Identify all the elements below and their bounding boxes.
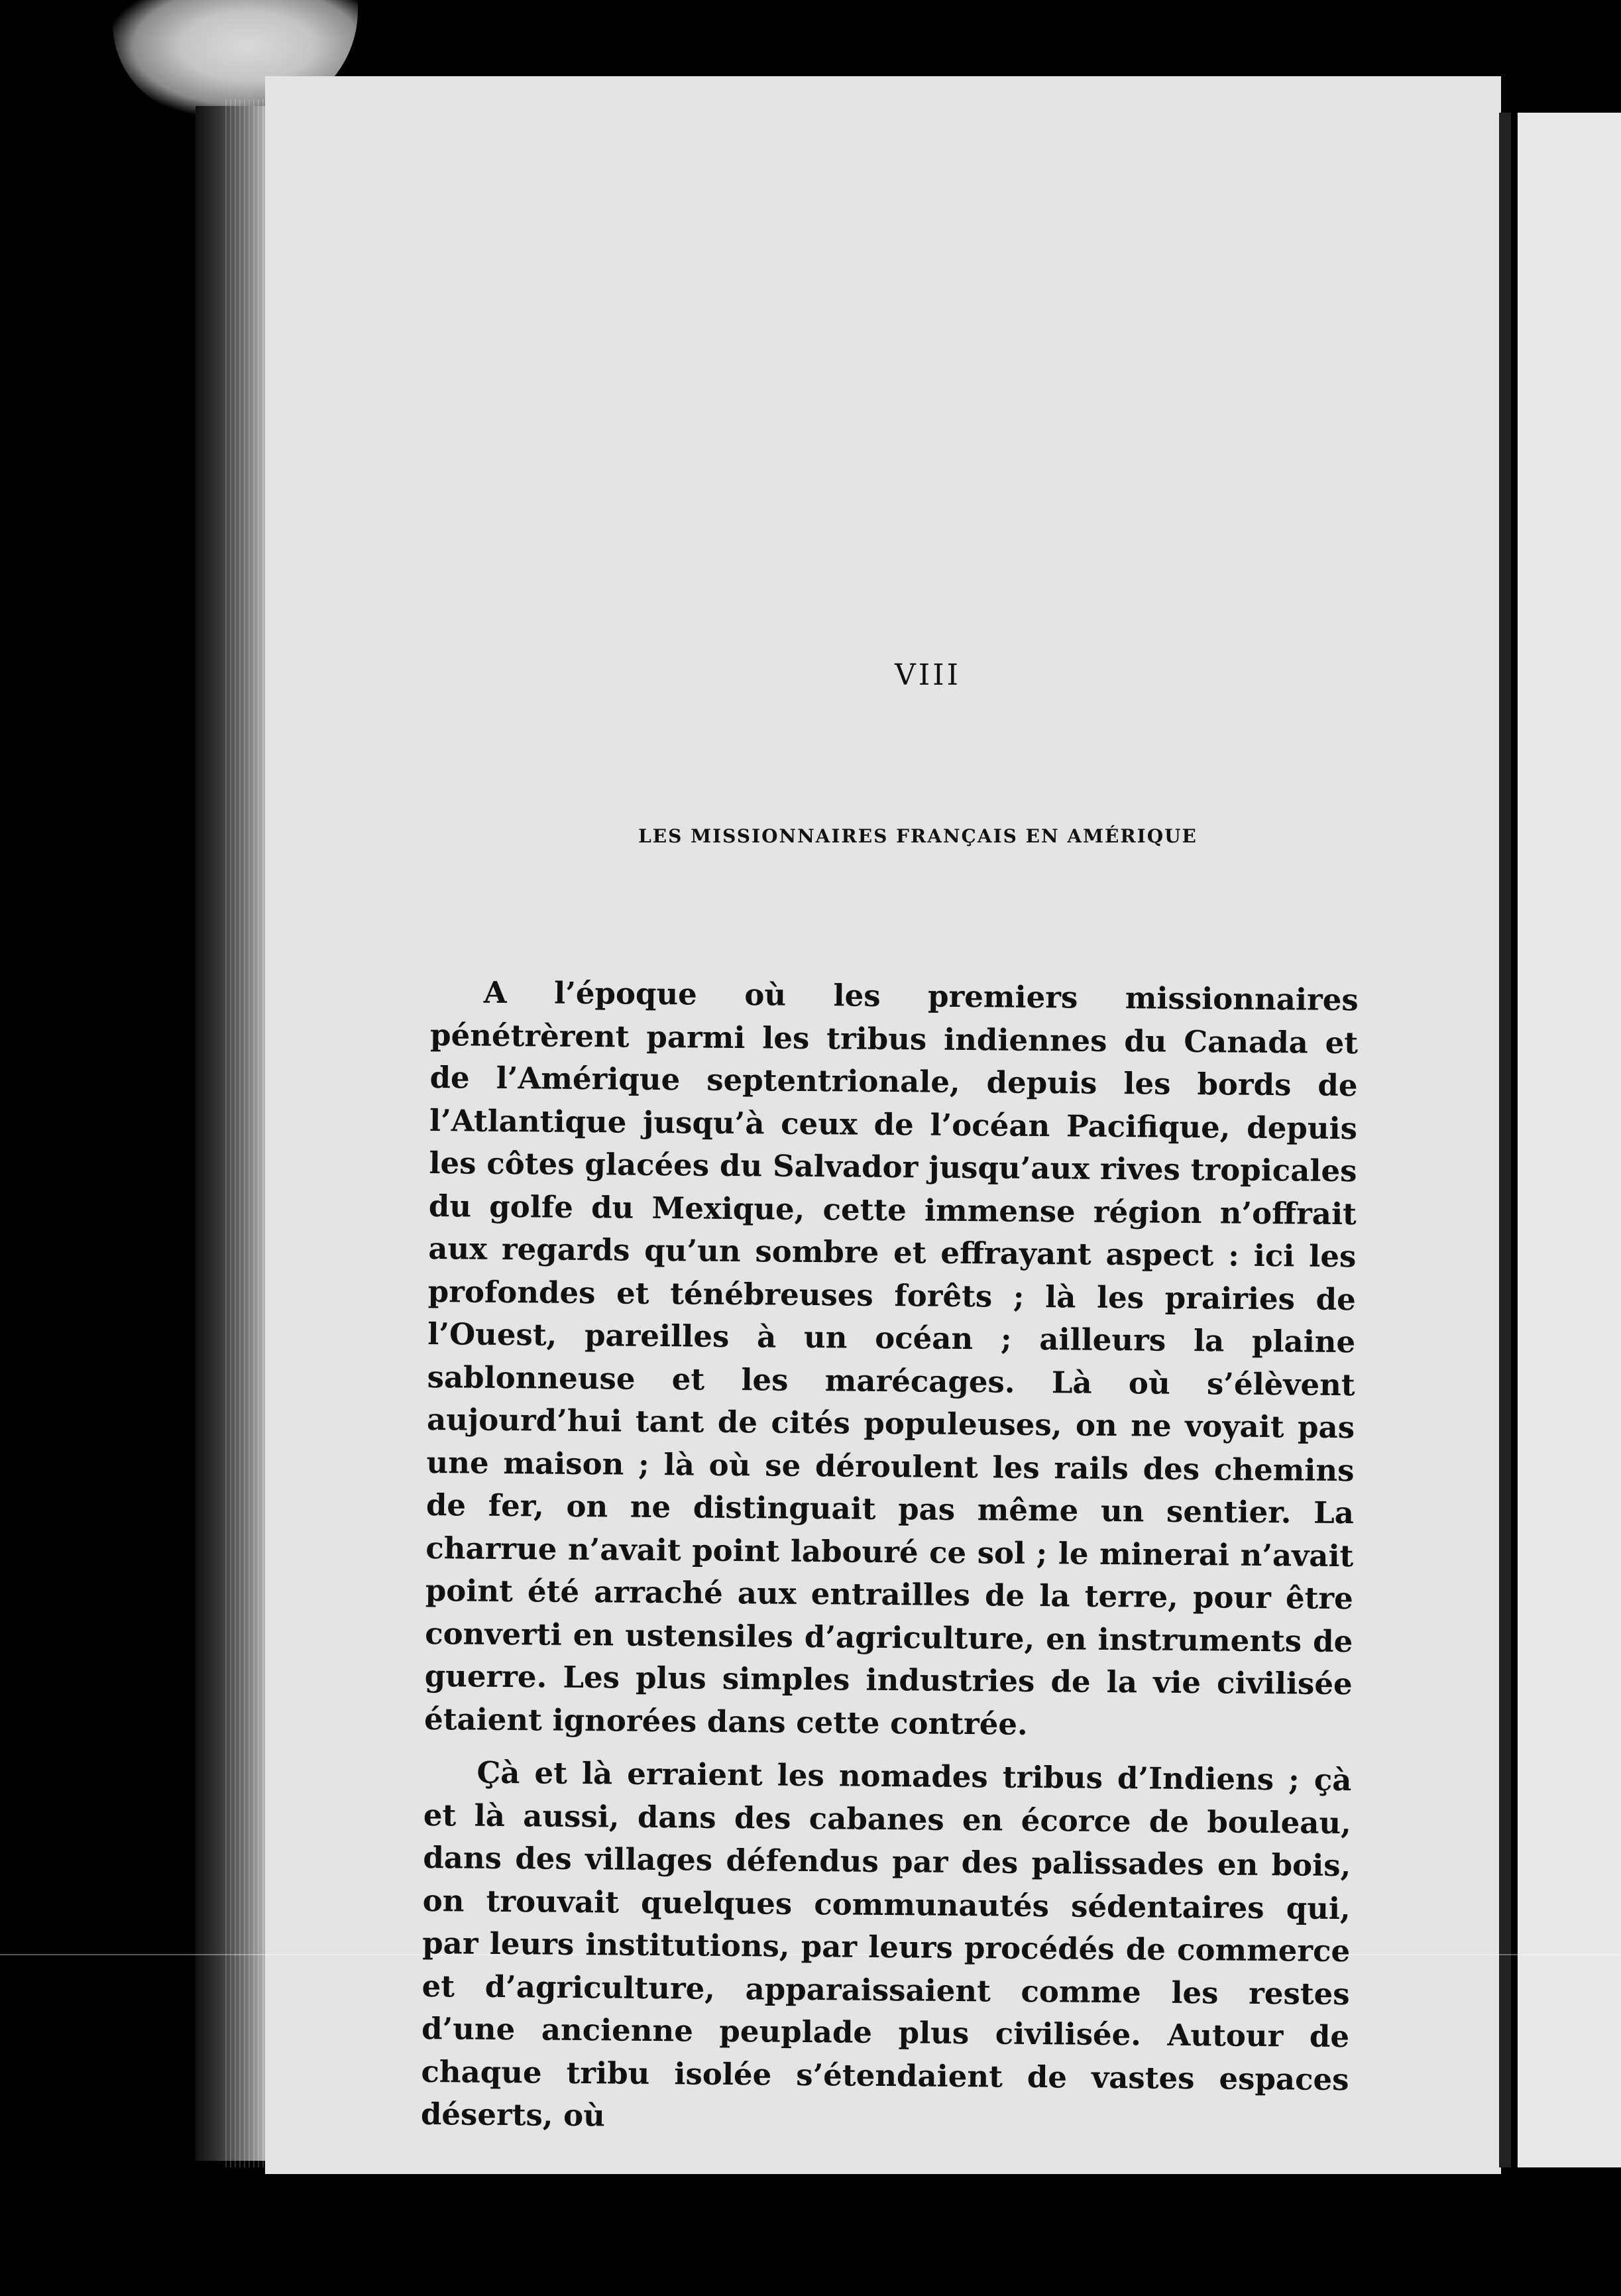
next-page-edge [1518,113,1621,2167]
chapter-number: VIII [895,658,961,692]
chapter-title: LES MISSIONNAIRES FRANÇAIS EN AMÉRIQUE [638,825,1198,847]
page-edges [225,99,265,2167]
page-gutter [1499,113,1511,2167]
paragraph-2: Çà et là erraient les nomades tribus d’Indiens ; çà et là aussi, dans des cabanes en écorce de bouleau, dans des villages défendus par des palissades en bois, on trouvait quelques communautés sédentaires qui, par leurs institutions, par leurs procédés de commerce et d’agriculture, apparaissaient comme les restes d’une ancienne peuplade plus civilisée. Autour de chaque tribu isolée s’étendaient de vastes espaces déserts, où [420,1754,1352,2134]
body-text [421,971,1359,2144]
paragraph-1: A l’époque où les premiers missionnaires pénétrèrent parmi les tribus indiennes du Canada et de l’Amérique septentrionale, depuis les bords de l’Atlantique jusqu’à ceux de l’océan Pacifique, depuis les côtes glacées du Salvador jusqu’aux rives tropicales du golfe du Mexique, cette immense région n’offrait aux regards qu’un sombre et effrayant aspect : ici les profondes et ténébreuses forêts ; là les prairies de l’Ouest, pareilles à un océan ; ailleurs la plaine sablonneuse et les marécages. Là où s’élèvent aujourd’hui tant de cités populeuses, on ne voyait pas une maison ; là où se déroulent les rails des chemins de fer, on ne distinguait pas même un sentier. La charrue n’avait point labouré ce sol ; le minerai n’avait point été arraché aux entrailles de la terre, pour être converti en ustensiles d’agriculture, en instruments de guerre. Les plus simples industries de la vie civilisée étaient ignorées dans cette contrée. [423,974,1359,1742]
